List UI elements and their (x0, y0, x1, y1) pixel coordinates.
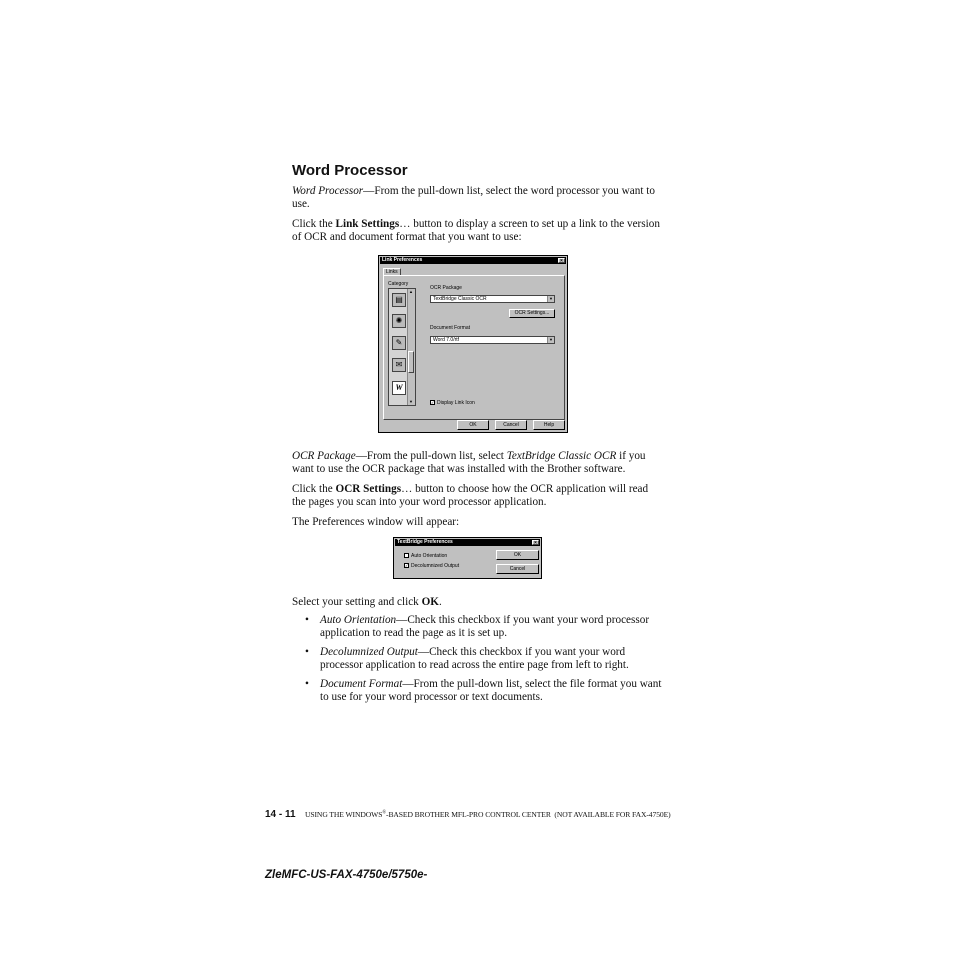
ocr-package-label: OCR Package (430, 285, 462, 291)
section-heading: Word Processor (292, 162, 408, 179)
close-icon[interactable]: × (532, 540, 539, 545)
document-format-select[interactable]: Word 7.0/rtf ▼ (430, 336, 555, 344)
list-item: • Decolumnized Output—Check this checkbox if you want your word processor application to read across the entire page from left to right. (305, 645, 629, 672)
document-format-label: Document Format (430, 325, 471, 331)
ocr-category-icon[interactable]: ✎ (392, 336, 406, 350)
display-link-icon-checkbox[interactable]: ✓ (431, 400, 435, 406)
word-processor-category-icon[interactable]: W (392, 381, 406, 395)
decolumnized-output-checkbox[interactable]: ✓ (405, 563, 409, 569)
paragraph-select-setting: Select your setting and click OK. (292, 596, 442, 608)
paragraph-preferences-window: The Preferences window will appear: (292, 516, 460, 528)
scroll-thumb[interactable] (408, 351, 414, 373)
scroll-up-icon[interactable]: ▲ (409, 289, 413, 294)
chevron-down-icon: ▼ (547, 337, 554, 343)
auto-orientation-checkbox[interactable] (404, 553, 409, 558)
scanner-category-icon[interactable]: ▤ (392, 293, 406, 307)
auto-orientation-option[interactable]: Auto Orientation (404, 553, 447, 559)
paragraph-ocr-settings: Click the OCR Settings… button to choose how the OCR application will read the pages you scan into your word processor application. (292, 483, 649, 509)
dialog-titlebar: TextBridge Preferences × (395, 539, 540, 546)
list-item: • Document Format—From the pull-down list, select the file format you want to use for your word processor or text documents. (305, 677, 662, 704)
ocr-package-select[interactable]: TextBridge Classic OCR ▼ (430, 295, 555, 303)
decolumnized-output-option[interactable]: ✓ Decolumnized Output (405, 563, 460, 569)
dialog-titlebar: Link Preferences × (380, 257, 566, 264)
document-id: ZleMFC-US-FAX-4750e/5750e- (265, 869, 428, 881)
list-item: • Auto Orientation—Check this checkbox if you want your word processor application to read the page as it is set up. (305, 614, 650, 640)
cancel-button[interactable]: Cancel (496, 564, 539, 574)
link-preferences-dialog (378, 255, 568, 433)
ok-button[interactable]: OK (457, 420, 489, 430)
tab-links[interactable]: Links (383, 268, 401, 276)
scroll-down-icon[interactable]: ▼ (409, 399, 413, 404)
close-icon[interactable]: × (558, 258, 565, 263)
paragraph-link-settings: Click the Link Settings… button to display a screen to set up a link to the version of OCR and document format that you want to use: (292, 218, 660, 244)
page-number: 14 - 11 (265, 809, 296, 820)
cancel-button[interactable]: Cancel (495, 420, 527, 430)
links-panel (383, 275, 565, 420)
chevron-down-icon: ▼ (547, 296, 554, 302)
fax-category-icon[interactable]: ✉ (392, 358, 406, 372)
running-footer: USING THE WINDOWS®-BASED BROTHER MFL-PRO CONTROL CENTER (NOT AVAILABLE FOR FAX-4750E) (305, 810, 671, 819)
help-button[interactable]: Help (533, 420, 565, 430)
ocr-settings-button[interactable]: OCR Settings... (509, 309, 555, 318)
textbridge-preferences-dialog (393, 537, 542, 579)
category-list[interactable] (388, 288, 416, 406)
category-scrollbar[interactable] (407, 289, 415, 405)
display-link-icon-option[interactable]: ✓ Display Link Icon (431, 400, 475, 406)
options-list (292, 614, 664, 709)
gear-category-icon[interactable]: ✺ (392, 314, 406, 328)
paragraph-word-processor: Word Processor—From the pull-down list, select the word processor you want to use. (292, 185, 655, 211)
category-label: Category (388, 281, 409, 287)
paragraph-ocr-package: OCR Package—From the pull-down list, select TextBridge Classic OCR if you want to use the OCR package that was installed with the Brother software. (292, 450, 646, 476)
ok-button[interactable]: OK (496, 550, 539, 560)
